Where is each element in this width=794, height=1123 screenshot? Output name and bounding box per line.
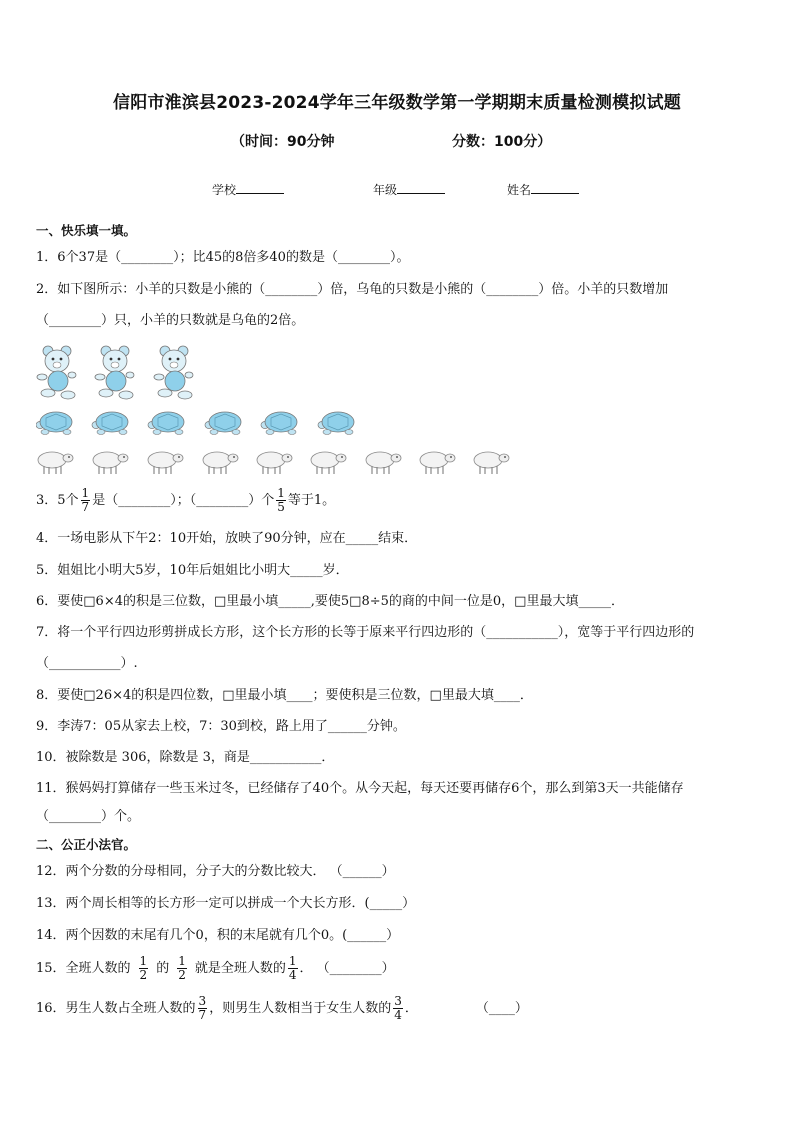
bear-picture <box>36 343 216 405</box>
turtle-icon <box>36 412 72 435</box>
question-8: 8．要使□26×4的积是四位数，□里最小填____；要使积是三位数，□里最大填____． <box>36 688 533 703</box>
q3-text-3: 等于1。 <box>287 493 336 508</box>
grade-blank <box>397 181 445 194</box>
q3-text-2: 是（________）；（________）个 <box>92 493 275 508</box>
question-11-line1: 11．猴妈妈打算储存一些玉米过冬，已经储存了40个。从今天起，每天还要再储存6个，那么到第3天一共能储存 <box>36 781 684 796</box>
school-field <box>212 181 284 198</box>
question-5: 5．姐姐比小明大5岁，10年后姐姐比小明大_____岁． <box>36 563 349 578</box>
question-14: 14．两个因数的末尾有几个0，积的末尾就有几个0。(______） <box>36 928 400 943</box>
question-9: 9．李涛7：05从家去上校，7：30到校，路上用了______分钟。 <box>36 719 406 734</box>
fraction-1-7: $\frac{1}{7}$ <box>81 486 90 514</box>
q16-answer-blank: （____） <box>475 1001 528 1016</box>
question-13: 13．两个周长相等的长方形一定可以拼成一个大长方形．(_____） <box>36 896 416 911</box>
question-16 <box>36 995 528 1022</box>
school-blank <box>236 181 284 194</box>
name-label: 姓名 <box>507 183 532 197</box>
question-1: 1．6个37是（________）；比45的8倍多40的数是（________）。 <box>36 250 410 265</box>
q15-text-1: 15．全班人数的 <box>36 961 131 976</box>
question-11-line2: （________）个。 <box>36 809 141 824</box>
question-2-line2: （________）只，小羊的只数就是乌龟的2倍。 <box>36 313 305 328</box>
sheep-icon <box>38 452 73 474</box>
turtle-picture <box>36 408 376 440</box>
q16-text-1: 16．男生人数占全班人数的 <box>36 1001 196 1016</box>
fraction-3-4: $\frac{3}{4}$ <box>394 994 402 1022</box>
question-15 <box>36 955 395 982</box>
q16-text-3: ． <box>404 1001 418 1016</box>
question-4: 4．一场电影从下午2：10开始，放映了90分钟，应在_____结束． <box>36 531 418 546</box>
fraction-1-4: $\frac{1}{4}$ <box>288 954 297 982</box>
exam-time: （时间：90分钟 <box>231 134 335 150</box>
sheep-picture <box>36 448 516 480</box>
q15-text-3: 就是全班人数的 <box>194 961 286 976</box>
question-3 <box>36 487 335 514</box>
fraction-1-5: $\frac{1}{5}$ <box>277 486 285 514</box>
question-7-line1: 7．将一个平行四边形剪拼成长方形，这个长方形的长等于原来平行四边形的（___________），宽等于平行四边形的 <box>36 625 695 640</box>
q15-text-4: ． （________） <box>299 961 395 976</box>
exam-score: 分数：100分） <box>452 134 552 150</box>
fraction-3-7: $\frac{3}{7}$ <box>198 994 207 1022</box>
grade-field <box>373 181 445 198</box>
fraction-1-2-b: $\frac{1}{2}$ <box>178 954 186 982</box>
q15-text-2: 的 <box>156 961 170 976</box>
grade-label: 年级 <box>373 183 398 197</box>
question-2-line1: 2．如下图所示：小羊的只数是小熊的（________）倍，乌龟的只数是小熊的（________）倍。小羊的只数增加 <box>36 282 669 297</box>
q16-text-2: ，则男生人数相当于女生人数的 <box>209 1001 392 1016</box>
section2-title: 二、公正小法官。 <box>36 837 137 852</box>
q3-text-1: 3．5个 <box>36 493 79 508</box>
name-blank <box>531 181 579 194</box>
question-10: 10．被除数是 306，除数是 3，商是___________． <box>36 750 335 765</box>
question-7-line2: （___________）. <box>36 656 138 671</box>
question-12: 12．两个分数的分母相同，分子大的分数比较大． （______） <box>36 864 395 879</box>
question-6: 6．要使□6×4的积是三位数，□里最小填_____,要使5□8÷5的商的中间一位是0，□里最大填_____． <box>36 594 624 609</box>
school-label: 学校 <box>212 183 237 197</box>
exam-title: 信阳市淮滨县2023-2024学年三年级数学第一学期期末质量检测模拟试题 <box>113 93 681 113</box>
section1-title: 一、快乐填一填。 <box>36 223 137 238</box>
bear-icon <box>37 346 76 399</box>
fraction-1-2-a: $\frac{1}{2}$ <box>139 954 148 982</box>
name-field <box>507 181 579 198</box>
